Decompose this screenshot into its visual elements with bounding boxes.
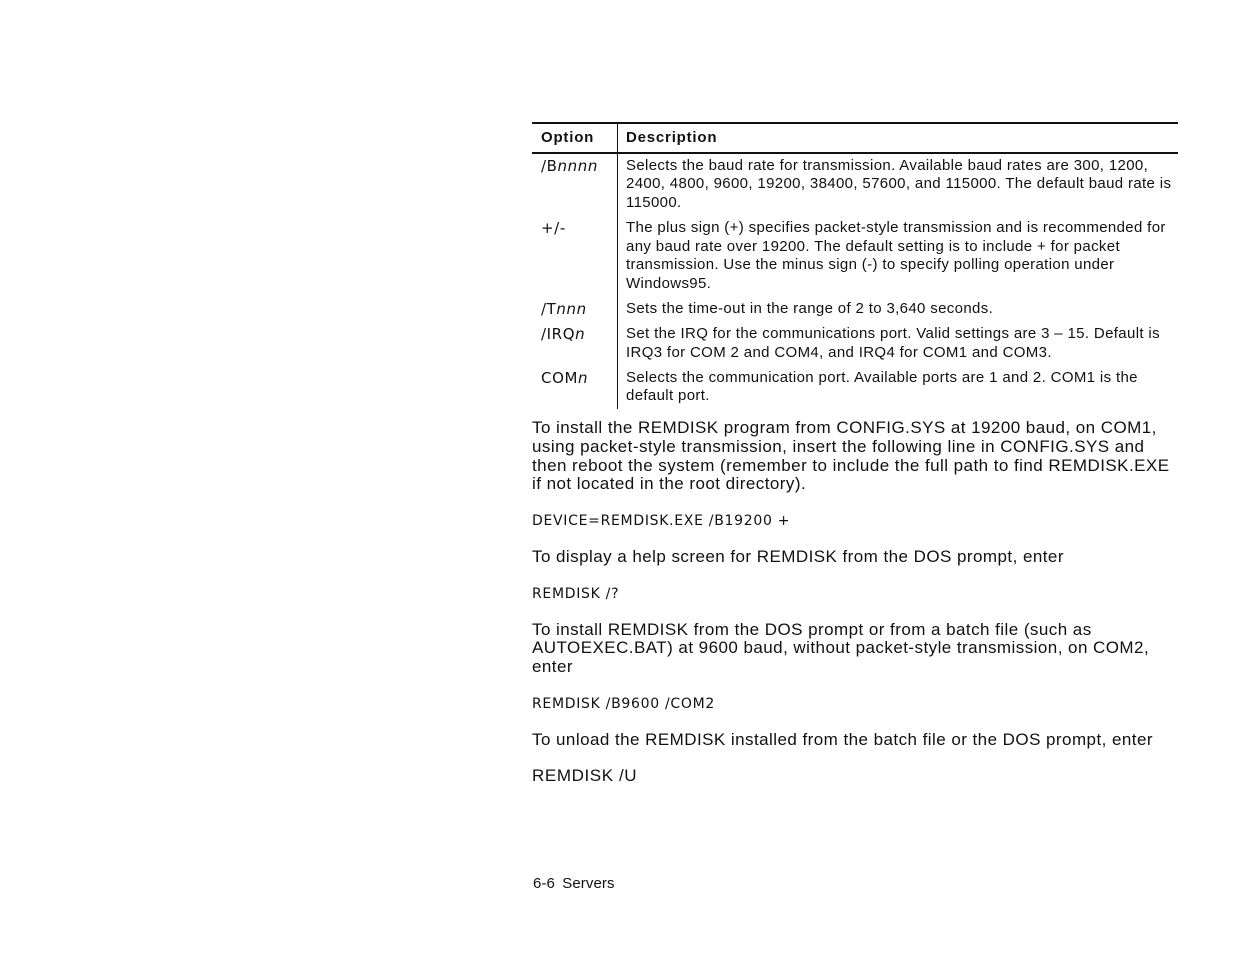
page-content: [532, 122, 1178, 786]
page-footer: 6-6 Servers: [533, 875, 615, 892]
option-description: Selects the communication port. Available ports are 1 and 2. COM1 is the default port.: [626, 368, 1138, 405]
option-description: Set the IRQ for the communications port. Valid settings are 3 – 15. Default is IRQ3 for COM 2 and COM4, and IRQ4 for COM1 and COM3.: [626, 325, 1160, 362]
table-row: [532, 366, 1178, 409]
option-cell: [532, 322, 618, 365]
install-dos-paragraph: To install REMDISK from the DOS prompt or from a batch file (such as AUTOEXEC.BAT) at 9600 baud, without packet-style transmission, on COM2, enter: [532, 619, 1150, 677]
unload-command-example: REMDISK /U: [532, 766, 638, 786]
option-name: /IRQ: [541, 325, 576, 344]
option-name: /T: [541, 299, 557, 318]
option-description: The plus sign (+) specifies packet-style transmission and is recommended for any baud rate over 19200. The default setting is to include + for packet transmission. Use the minus sign (-) to specify polling operation under Windows95.: [626, 218, 1166, 292]
option-cell: [532, 153, 618, 216]
config-command-example: DEVICE=REMDISK.EXE /B19200 +: [532, 512, 791, 529]
option-variable: nnnn: [557, 156, 598, 175]
option-cell: [532, 366, 618, 409]
description-column-header: Description: [618, 123, 1179, 153]
option-column-header: Option: [532, 123, 618, 153]
dos-command-example: REMDISK /B9600 /COM2: [532, 695, 715, 712]
option-variable: n: [575, 325, 586, 344]
install-config-paragraph: To install the REMDISK program from CONFIG.SYS at 19200 baud, on COM1, using packet-style transmission, insert the following line in CONFIG.SYS and then reboot the system (remember to include the full path to find REMDISK.EXE if not located in the root directory).: [532, 418, 1170, 494]
table-row: [532, 322, 1178, 365]
help-screen-paragraph: To display a help screen for REMDISK from the DOS prompt, enter: [532, 546, 1064, 566]
option-name: /B: [541, 156, 558, 175]
table-row: [532, 297, 1178, 323]
option-cell: [532, 297, 618, 323]
option-cell: [532, 216, 618, 297]
option-name: +/-: [541, 218, 566, 237]
table-row: [532, 216, 1178, 297]
option-variable: nnn: [556, 299, 587, 318]
table-row: [532, 153, 1178, 216]
unload-paragraph: To unload the REMDISK installed from the batch file or the DOS prompt, enter: [532, 729, 1153, 749]
option-variable: n: [578, 368, 589, 387]
option-description: Sets the time-out in the range of 2 to 3,640 seconds.: [626, 299, 994, 317]
option-name: COM: [541, 368, 579, 387]
help-command-example: REMDISK /?: [532, 585, 620, 602]
options-table-header-row: [532, 123, 1178, 153]
options-table: [532, 122, 1178, 409]
option-description: Selects the baud rate for transmission. Available baud rates are 300, 1200, 2400, 4800, 9600, 19200, 38400, 57600, and 115000. The default baud rate is 115000.: [626, 156, 1172, 212]
